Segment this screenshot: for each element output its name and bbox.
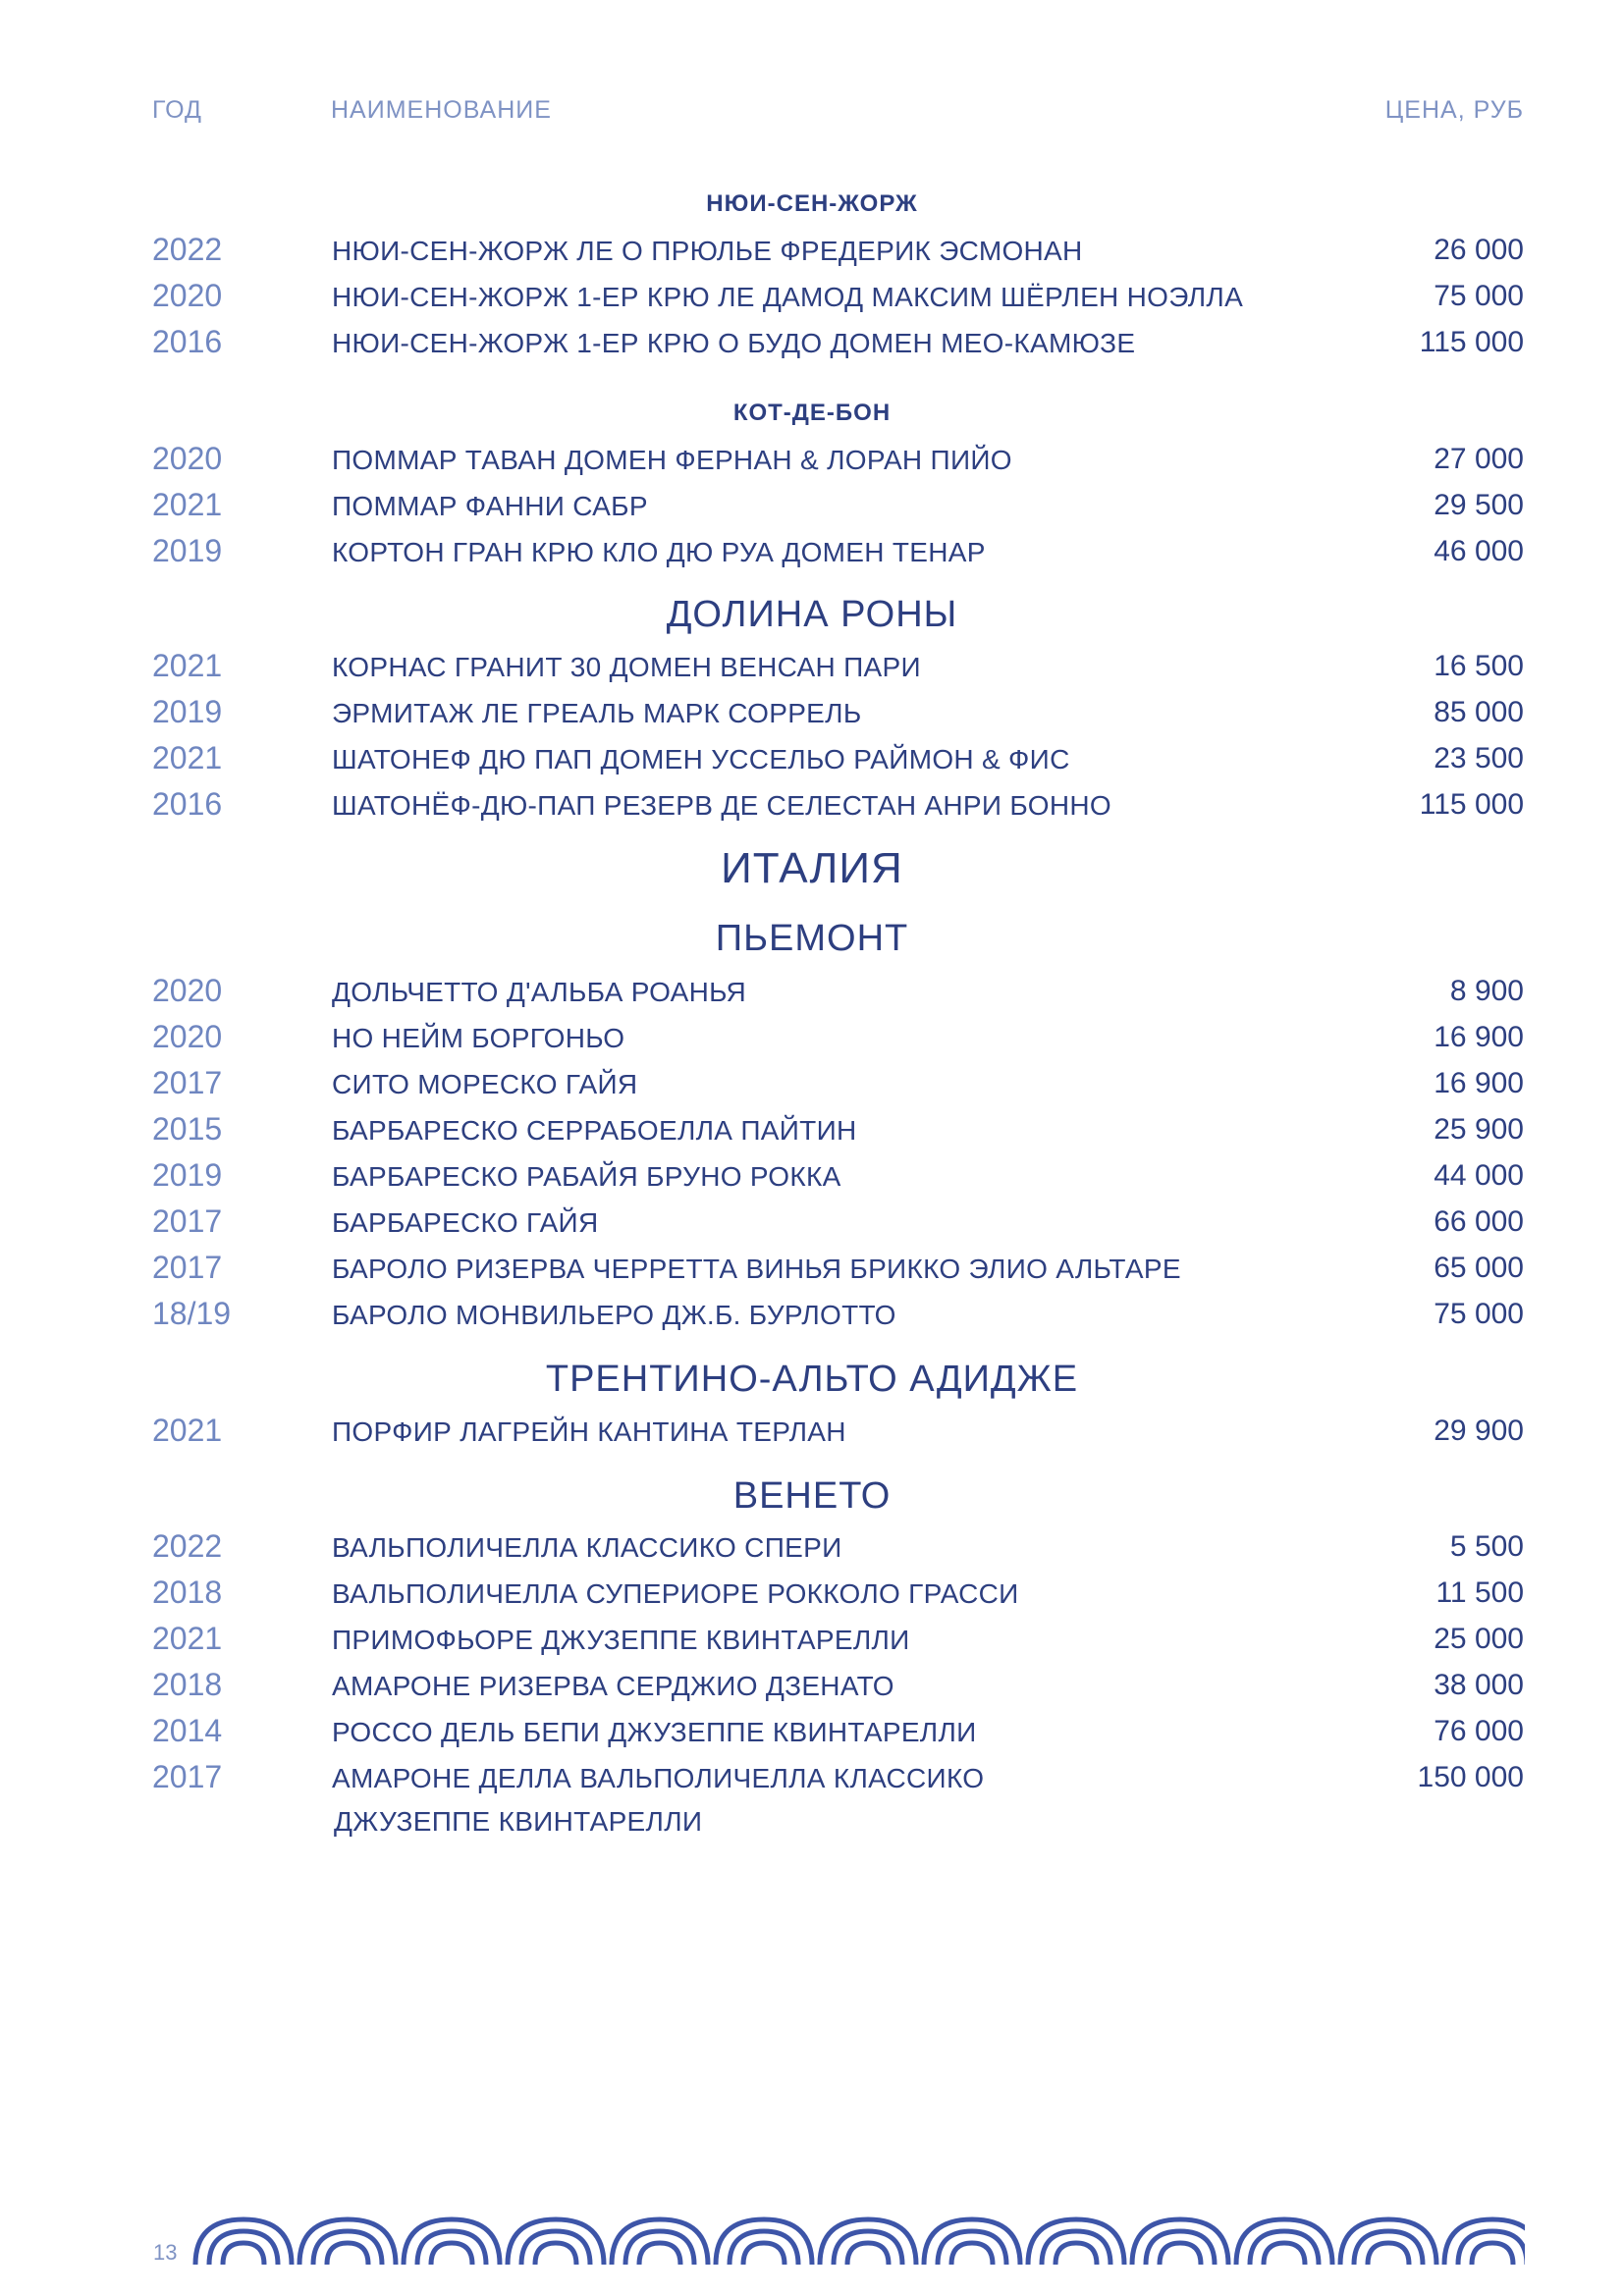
wine-name: ВАЛЬПОЛИЧЕЛЛА КЛАССИКО СПЕРИ [332, 1532, 842, 1563]
wine-price: 115 000 [1419, 788, 1524, 821]
menu-row [0, 487, 1624, 526]
wine-name: ПОММАР ФАННИ САБР [332, 491, 648, 521]
column-header-year: ГОД [152, 96, 202, 124]
wine-price: 16 900 [1434, 1021, 1524, 1053]
wine-price: 75 000 [1434, 280, 1524, 312]
wine-name: ШАТОНЁФ-ДЮ-ПАП РЕЗЕРВ ДЕ СЕЛЕСТАН АНРИ БОННО [332, 790, 1111, 821]
menu-row [0, 278, 1624, 317]
region-title-piemont: ПЬЕМОНТ [715, 918, 909, 959]
wine-year: 2018 [152, 1667, 223, 1702]
wine-year: 2019 [152, 694, 223, 729]
wine-year: 2014 [152, 1713, 223, 1748]
wine-year: 2020 [152, 1019, 223, 1054]
wine-name: НЮИ-СЕН-ЖОРЖ 1-ЕР КРЮ ЛЕ ДАМОД МАКСИМ ШЁРЛЕН НОЭЛЛА [332, 282, 1244, 312]
wine-price: 27 000 [1434, 443, 1524, 475]
wine-year: 2019 [152, 533, 223, 568]
region-title-rhone: ДОЛИНА РОНЫ [666, 594, 958, 635]
wine-name: РОССО ДЕЛЬ БЕПИ ДЖУЗЕППЕ КВИНТАРЕЛЛИ [332, 1717, 977, 1747]
wine-price: 150 000 [1417, 1761, 1524, 1793]
wine-year: 2021 [152, 1413, 223, 1448]
wine-year: 2020 [152, 278, 223, 313]
wine-name: АМАРОНЕ РИЗЕРВА СЕРДЖИО ДЗЕНАТО [332, 1671, 894, 1701]
menu-row [0, 973, 1624, 1012]
wine-name: БАРБАРЕСКО СЕРРАБОЕЛЛА ПАЙТИН [332, 1115, 857, 1146]
menu-row [0, 324, 1624, 363]
wine-year: 2018 [152, 1575, 223, 1610]
wine-name: НЮИ-СЕН-ЖОРЖ 1-ЕР КРЮ О БУДО ДОМЕН МЕО-КАМЮЗЕ [332, 328, 1136, 358]
wine-year: 2017 [152, 1065, 223, 1100]
wine-price: 23 500 [1434, 742, 1524, 774]
wine-year: 2020 [152, 441, 223, 476]
menu-row [0, 1157, 1624, 1197]
wine-name: КОРНАС ГРАНИТ 30 ДОМЕН ВЕНСАН ПАРИ [332, 652, 921, 682]
wine-name: ДОЛЬЧЕТТО Д'АЛЬБА РОАНЬЯ [332, 977, 747, 1007]
wine-price: 29 500 [1434, 489, 1524, 521]
menu-row [0, 1111, 1624, 1150]
wine-name: БАРБАРЕСКО РАБАЙЯ БРУНО РОККА [332, 1161, 841, 1192]
region-title-trentino: ТРЕНТИНО-АЛЬТО АДИДЖЕ [545, 1359, 1079, 1400]
menu-row [0, 1019, 1624, 1058]
menu-row [0, 1528, 1624, 1568]
wine-price: 25 000 [1434, 1623, 1524, 1655]
wine-price: 76 000 [1434, 1715, 1524, 1747]
wine-name: НЮИ-СЕН-ЖОРЖ ЛЕ О ПРЮЛЬЕ ФРЕДЕРИК ЭСМОНАН [332, 236, 1083, 266]
menu-row [0, 1065, 1624, 1104]
wine-price: 26 000 [1434, 234, 1524, 266]
wine-price: 29 900 [1434, 1415, 1524, 1447]
page-number: 13 [153, 2240, 178, 2265]
wine-price: 38 000 [1434, 1669, 1524, 1701]
wine-name: ЭРМИТАЖ ЛЕ ГРЕАЛЬ МАРК СОРРЕЛЬ [332, 698, 862, 728]
wine-name: СИТО МОРЕСКО ГАЙЯ [332, 1069, 638, 1099]
wine-name: КОРТОН ГРАН КРЮ КЛО ДЮ РУА ДОМЕН ТЕНАР [332, 537, 986, 567]
country-title-italy: ИТАЛИЯ [721, 844, 903, 892]
wine-year: 2016 [152, 324, 223, 359]
wine-year: 2022 [152, 1528, 223, 1564]
column-header-name: НАИМЕНОВАНИЕ [331, 96, 552, 124]
wine-name: АМАРОНЕ ДЕЛЛА ВАЛЬПОЛИЧЕЛЛА КЛАССИКО [332, 1763, 985, 1793]
wine-name: ПРИМОФЬОРЕ ДЖУЗЕППЕ КВИНТАРЕЛЛИ [332, 1625, 910, 1655]
wine-year: 2017 [152, 1203, 223, 1239]
menu-row [0, 1621, 1624, 1660]
menu-row [0, 648, 1624, 687]
wine-name: БАРОЛО МОНВИЛЬЕРО ДЖ.Б. БУРЛОТТО [332, 1300, 896, 1330]
subsection-title-cote: КОТ-ДЕ-БОН [732, 400, 892, 426]
wine-price: 46 000 [1434, 535, 1524, 567]
wine-name: БАРОЛО РИЗЕРВА ЧЕРРЕТТА ВИНЬЯ БРИККО ЭЛИО АЛЬТАРЕ [332, 1254, 1181, 1284]
wine-year: 2021 [152, 487, 223, 522]
menu-row [0, 1759, 1624, 1837]
wine-year: 2015 [152, 1111, 223, 1147]
wine-price: 44 000 [1434, 1159, 1524, 1192]
wine-name: ВАЛЬПОЛИЧЕЛЛА СУПЕРИОРЕ РОККОЛО ГРАССИ [332, 1578, 1019, 1609]
wine-price: 16 500 [1434, 650, 1524, 682]
wine-price: 75 000 [1434, 1298, 1524, 1330]
menu-row [0, 1296, 1624, 1335]
menu-row [0, 1575, 1624, 1614]
wine-price: 115 000 [1419, 326, 1524, 358]
wine-price: 16 900 [1434, 1067, 1524, 1099]
wine-year: 2021 [152, 648, 223, 683]
menu-row [0, 1667, 1624, 1706]
subsection-title-nuits: НЮИ-СЕН-ЖОРЖ [706, 190, 918, 217]
menu-row [0, 232, 1624, 271]
menu-row [0, 1203, 1624, 1243]
decorative-wave-border [191, 2214, 1525, 2267]
wine-year: 2019 [152, 1157, 223, 1193]
wine-year: 2017 [152, 1250, 223, 1285]
column-header-price: ЦЕНА, РУБ [1384, 96, 1524, 124]
wine-year: 18/19 [152, 1296, 232, 1331]
wine-price: 11 500 [1435, 1576, 1524, 1609]
wine-year: 2017 [152, 1759, 223, 1794]
menu-row [0, 694, 1624, 733]
wine-price: 65 000 [1434, 1252, 1524, 1284]
region-title-veneto: ВЕНЕТО [732, 1475, 892, 1517]
wine-year: 2020 [152, 973, 223, 1008]
wine-name: БАРБАРЕСКО ГАЙЯ [332, 1207, 599, 1238]
wine-year: 2021 [152, 1621, 223, 1656]
wine-name: НО НЕЙМ БОРГОНЬО [332, 1023, 625, 1053]
menu-row [0, 1713, 1624, 1752]
wine-name: ШАТОНЕФ ДЮ ПАП ДОМЕН УССЕЛЬО РАЙМОН & ФИС [332, 744, 1070, 774]
wine-year: 2022 [152, 232, 223, 267]
menu-row [0, 1250, 1624, 1289]
wine-name: ПОРФИР ЛАГРЕЙН КАНТИНА ТЕРЛАН [332, 1416, 846, 1447]
menu-row [0, 740, 1624, 779]
wine-price: 66 000 [1434, 1205, 1524, 1238]
menu-row [0, 533, 1624, 572]
menu-row [0, 1413, 1624, 1452]
wine-price: 25 900 [1434, 1113, 1524, 1146]
wine-year: 2021 [152, 740, 223, 775]
wine-price: 5 500 [1449, 1530, 1524, 1563]
wine-name-continued: ДЖУЗЕППЕ КВИНТАРЕЛЛИ [334, 1806, 703, 1837]
menu-row [0, 441, 1624, 480]
wine-price: 8 900 [1449, 975, 1524, 1007]
wine-name: ПОММАР ТАВАН ДОМЕН ФЕРНАН & ЛОРАН ПИЙО [332, 445, 1012, 475]
wine-price: 85 000 [1434, 696, 1524, 728]
wine-year: 2016 [152, 786, 223, 822]
menu-row [0, 786, 1624, 826]
